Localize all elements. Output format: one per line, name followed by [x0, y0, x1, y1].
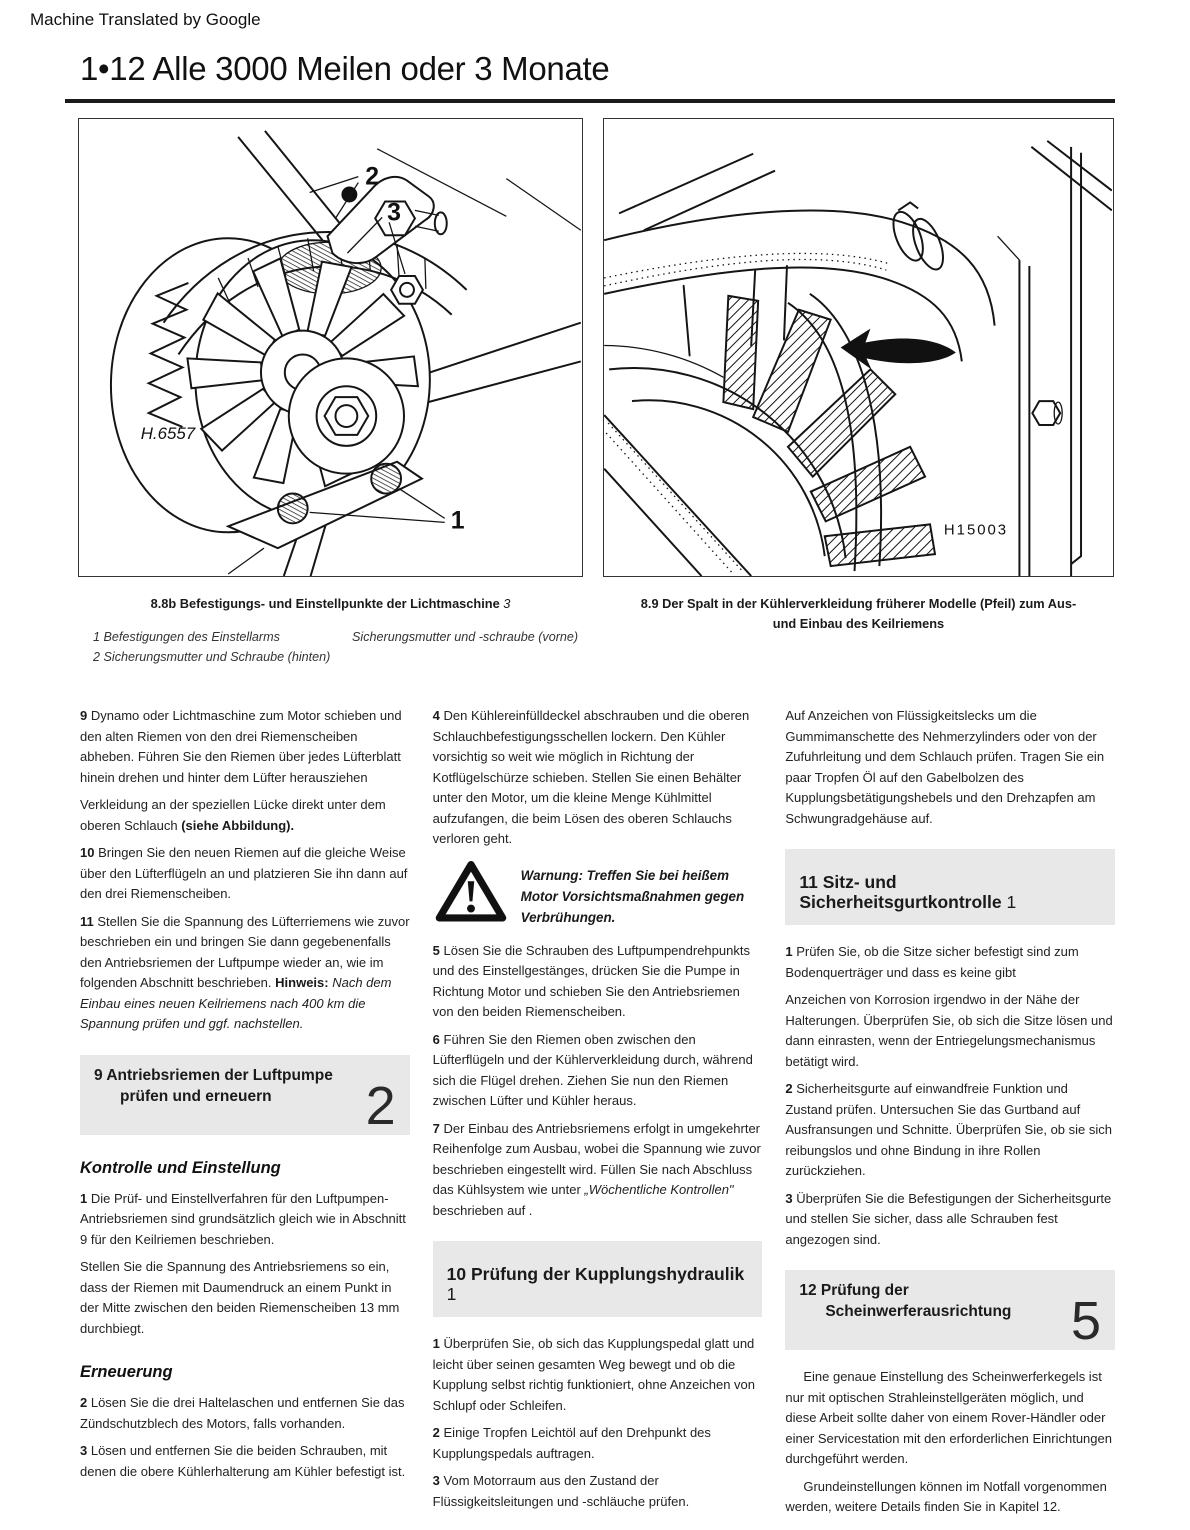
- paragraph: [433, 1334, 763, 1416]
- text-run: 3: [432, 1473, 444, 1488]
- text-run: Auf Anzeichen von Flüssigkeitslecks um die Gummimanschette des Nehmerzylinders oder von der Zufuhrleitung und dem Schlauch prüfen. Tragen Sie ein paar Tropfen Öl auf den Gabelbolzen des Kupplungsbetätigungshebels und den Drehzapfen am Schwungradgehäuse auf.: [785, 708, 1105, 826]
- drawing-number-left: H.6557: [140, 423, 196, 443]
- section-difficulty-number: 5: [1070, 1291, 1102, 1351]
- paragraph: [80, 912, 410, 1035]
- text-run: „Wöchentliche Kontrollen": [584, 1182, 734, 1197]
- page-title: 1•12 Alle 3000 Meilen oder 3 Monate: [80, 50, 610, 87]
- text-run: Prüfen Sie, ob die Sitze sicher befestigt sind zum Bodenquerträger und dass es keine gibt: [785, 944, 1079, 980]
- text-run: Eine genaue Einstellung des Scheinwerferkegels ist nur mit optischen Strahleinstellgeräten möglich, und diese Arbeit sollte daher von einem Rover-Händler oder einer Servicestation mit den erforderlichen Einrichtungen durchgeführt werden.: [785, 1369, 1112, 1466]
- paragraph: [80, 1257, 410, 1339]
- section-title-line: 11 Sitz- und Sicherheitsgurtkontrolle 1: [799, 872, 1017, 912]
- figure-radiator: [603, 118, 1114, 577]
- legend-item: Sicherungsmutter und -schraube (vorne): [352, 630, 579, 644]
- text-run: 7: [432, 1120, 444, 1136]
- paragraph: [785, 1079, 1115, 1182]
- caption-suffix: 3: [503, 596, 511, 611]
- text-run: (siehe Abbildung).: [181, 817, 295, 833]
- text-run: 2: [785, 1081, 797, 1096]
- paragraph: [433, 941, 763, 1023]
- callout-2: 2: [365, 163, 380, 191]
- text-run: 5: [432, 942, 444, 958]
- paragraph: [785, 1477, 1115, 1518]
- text-run: Verkleidung an der speziellen Lücke direkt unter dem oberen Schlauch: [80, 797, 386, 833]
- difficulty-rating: 1: [1001, 892, 1017, 912]
- text-run: 2: [80, 1395, 91, 1410]
- section-title-lines: [447, 1264, 751, 1304]
- paragraph: [80, 843, 410, 905]
- section-heading-box: [785, 1270, 1115, 1350]
- section-title-line: Scheinwerferausrichtung: [825, 1303, 1012, 1320]
- section-title-line: prüfen und erneuern: [120, 1087, 272, 1105]
- paragraph: [80, 1441, 410, 1482]
- text-run: 4: [432, 708, 444, 723]
- text-run: Führen Sie den Riemen oben zwischen den Lüfterflügeln und der Kühlerverkleidung durch, während sich die Flügel drehen. Ziehen Sie nun den Riemen zwischen Lüfter und Kühler heraus.: [432, 1031, 753, 1108]
- text-run: Dynamo oder Lichtmaschine zum Motor schieben und den alten Riemen von den drei Riemenscheiben abheben. Führen Sie den Riemen über jedes Lüfterblatt hinein drehen und hinter dem Lüfter herausziehen: [80, 708, 402, 785]
- figure-caption-left: [78, 594, 583, 614]
- paragraph: [80, 795, 410, 836]
- text-run: Vom Motorraum aus den Zustand der Flüssigkeitsleitungen und -schläuche prüfen.: [432, 1473, 690, 1509]
- text-run: 3: [785, 1190, 797, 1206]
- text-run: 9: [80, 708, 91, 723]
- text-run: 6: [432, 1031, 444, 1047]
- text-run: Die Prüf- und Einstellverfahren für den Luftpumpen- Antriebsriemen sind grundsätzlich gleich wie in Abschnitt 9 für den Keilriemen beschrieben.: [80, 1190, 406, 1247]
- text-run: beschrieben auf .: [432, 1202, 533, 1218]
- text-run: Den Kühlereinfülldeckel abschrauben und die oberen Schlauchbefestigungsschellen lockern. Den Kühler vorsichtig so weit wie möglich in Richtung der Kotflügelschürze schieben. Stellen Sie einen Behälter unter den Motor, um die kleine Menge Kühlmittel aufzufangen, die beim Lösen des oberen Schlauchs verloren geht.: [432, 708, 750, 846]
- text-run: Anzeichen von Korrosion irgendwo in der Nähe der Halterungen. Überprüfen Sie, ob sich die Sitze lösen und dann einrasten, wenn der Entriegelungsmechanismus betätigt wird.: [785, 992, 1113, 1069]
- legend-item: 1 Befestigungen des Einstellarms: [93, 630, 280, 644]
- paragraph: [433, 1423, 763, 1464]
- section-difficulty-number: 2: [365, 1075, 396, 1136]
- caption-text: 8.8b Befestigungs- und Einstellpunkte der Lichtmaschine: [150, 596, 504, 611]
- section-title-line: 12 Prüfung der: [799, 1282, 909, 1299]
- paragraph: [433, 1471, 763, 1512]
- text-run: Der Einbau des Antriebsriemens erfolgt in umgekehrter Reihenfolge zum Ausbau, wobei die Spannung wie zuvor beschrieben eingestellt wird. Füllen Sie nach Abschluss das Kühlsystem wie unter: [432, 1120, 761, 1197]
- text-run: Lösen und entfernen Sie die beiden Schrauben, mit denen die obere Kühlerhalterung am Kühler befestigt ist.: [80, 1443, 406, 1479]
- text-run: 11: [80, 913, 98, 929]
- legend-item: 2 Sicherungsmutter und Schraube (hinten): [93, 650, 331, 664]
- text-run: 10: [80, 845, 99, 860]
- section-title-line: 10 Prüfung der Kupplungshydraulik 1: [446, 1264, 745, 1304]
- text-run: Lösen Sie die Schrauben des Luftpumpendrehpunkts und des Einstellgestänges, drücken Sie die Pumpe in Richtung Motor und schieben Sie den Antriebsriemen von den beiden Riemenscheiben.: [432, 942, 750, 1019]
- warning-text: Warnung: Treffen Sie bei heißem Motor Vorsichtsmaßnahmen gegen Verbrühungen.: [520, 867, 745, 925]
- sub-heading: Kontrolle und Einstellung: [80, 1158, 281, 1177]
- section-heading-box: [785, 849, 1115, 925]
- text-run: Lösen Sie die drei Haltelaschen und entfernen Sie das Zündschutzblech des Motors, falls vorhanden.: [80, 1395, 405, 1431]
- text-run: 3: [80, 1443, 91, 1458]
- text-run: Einige Tropfen Leichtöl auf den Drehpunkt des Kupplungspedals auftragen.: [432, 1425, 711, 1461]
- text-column-2: [433, 706, 763, 1525]
- alternator-drawing: [79, 119, 581, 576]
- title-rule: [65, 99, 1115, 103]
- difficulty-rating: 1: [446, 1284, 457, 1304]
- warning-block: [435, 859, 763, 928]
- text-run: Stellen Sie die Spannung des Lüfterriemens wie zuvor beschrieben ein und bringen Sie dann gegebenenfalls den Antriebsriemen der Luftpumpe wieder an, wie im folgenden Abschnitt beschrieben.: [80, 913, 410, 990]
- paragraph: [433, 1030, 763, 1112]
- figure-caption-right: 8.9 Der Spalt in der Kühlerverkleidung früherer Modelle (Pfeil) zum Aus- und Einbau des Keilriemens: [640, 596, 1077, 631]
- section-title-lines: [799, 1280, 1103, 1322]
- section-title-lines: [799, 872, 1103, 912]
- figure-alternator-column: [78, 118, 583, 671]
- paragraph: [80, 706, 410, 788]
- sub-heading: Erneuerung: [80, 1363, 173, 1381]
- paragraph: [785, 1367, 1115, 1470]
- figure-legend: [78, 627, 583, 671]
- paragraph: [433, 706, 763, 850]
- text-run: 1: [432, 1336, 444, 1351]
- text-run: Überprüfen Sie, ob sich das Kupplungspedal glatt und leicht über seinen gesamten Weg bewegt und ob die Kupplung selbst richtig funktioniert, ohne Anzeichen von Schlupf oder Schleifen.: [432, 1336, 755, 1413]
- paragraph: [80, 1189, 410, 1251]
- radiator-drawing: [604, 119, 1112, 576]
- paragraph: [80, 1393, 410, 1434]
- warning-triangle-icon: [435, 859, 507, 925]
- text-run: Bringen Sie den neuen Riemen auf die gleiche Weise über den Lüfterflügeln an und platzieren Sie ihn dann auf den drei Riemenscheiben.: [80, 845, 408, 901]
- paragraph: [785, 1189, 1115, 1251]
- paragraph: [785, 990, 1115, 1072]
- content-area: [80, 706, 1115, 1525]
- section-heading-box: [433, 1241, 763, 1317]
- paragraph: [785, 942, 1115, 983]
- figure-radiator-column: [603, 118, 1114, 671]
- text-run: 2: [432, 1425, 444, 1440]
- figure-alternator: [78, 118, 583, 577]
- section-title-lines: [94, 1065, 398, 1107]
- text-run: 1: [80, 1190, 91, 1206]
- text-run: Stellen Sie die Spannung des Antriebsriemens so ein, dass der Riemen mit Daumendruck an einem Punkt in der Mitte zwischen den beiden Riemenscheiben 13 mm durchbiegt.: [80, 1259, 400, 1336]
- text-run: Hinweis:: [275, 975, 333, 990]
- text-run: Grundeinstellungen können im Notfall vorgenommen werden, weitere Details finden Sie in Kapitel 12.: [785, 1478, 1107, 1514]
- text-run: Überprüfen Sie die Befestigungen der Sicherheitsgurte und stellen Sie sicher, dass alle Schrauben fest angezogen sind.: [785, 1190, 1112, 1247]
- figure-row: [78, 118, 1114, 671]
- text-run: Nach dem Einbau eines neuen Keilriemens nach 400 km die Spannung prüfen und ggf. nachstellen.: [80, 975, 392, 1031]
- drawing-number-right: H15003: [943, 522, 1009, 539]
- text-run: Sicherheitsgurte auf einwandfreie Funktion und Zustand prüfen. Untersuchen Sie das Gurtband auf Ausfransungen und Schnitte. Überprüfen Sie, ob sie sich reibungslos und ohne Bindung in ihre Rollen zurückziehen.: [785, 1081, 1112, 1178]
- translation-watermark: Machine Translated by Google: [30, 10, 261, 29]
- paragraph: [433, 1119, 763, 1222]
- section-title-line: 9 Antriebsriemen der Luftpumpe: [94, 1066, 333, 1084]
- text-run: 1: [785, 944, 797, 959]
- text-column-1: [80, 706, 410, 1525]
- paragraph: [785, 706, 1115, 829]
- section-heading-box: [80, 1055, 410, 1135]
- callout-3: 3: [387, 199, 401, 227]
- text-column-3: [785, 706, 1115, 1525]
- callout-1: 1: [450, 507, 465, 535]
